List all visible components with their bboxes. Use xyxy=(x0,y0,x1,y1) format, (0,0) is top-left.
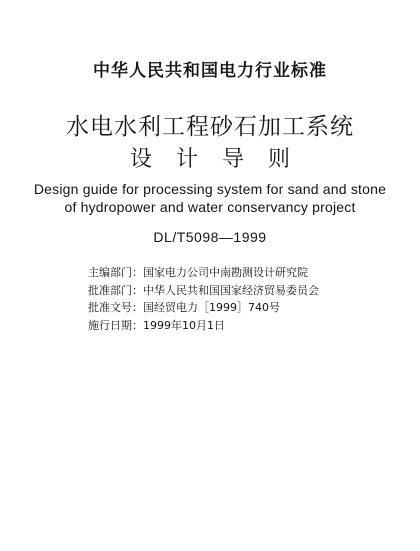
info-value: 国家电力公司中南勘测设计研究院 xyxy=(143,266,308,279)
info-row-approver xyxy=(88,282,408,300)
standard-code: DL/T5098—1999 xyxy=(153,229,267,245)
title-chinese-subtitle: 设计导则 xyxy=(129,147,314,172)
publication-info xyxy=(88,264,408,334)
info-label: 主编部门： xyxy=(88,266,143,279)
info-value: 1999年10月1日 xyxy=(143,318,225,332)
info-value: 国经贸电力［1999］740号 xyxy=(143,301,280,314)
info-row-editor xyxy=(88,264,408,282)
info-row-approval-number xyxy=(88,299,408,317)
title-english-line-1: Design guide for processing system for sand and stone xyxy=(33,181,387,197)
standard-category-line: 中华人民共和国电力行业标准 xyxy=(93,61,327,81)
title-chinese: 水电水利工程砂石加工系统 xyxy=(66,114,354,140)
info-value: 中华人民共和国国家经济贸易委员会 xyxy=(143,283,319,297)
info-label: 批准文号： xyxy=(88,301,143,314)
info-label: 批准部门： xyxy=(88,283,143,297)
info-label: 施行日期： xyxy=(88,318,143,332)
title-english xyxy=(0,180,420,216)
info-row-effective-date xyxy=(88,317,408,335)
title-english-line-2: of hydropower and water conservancy project xyxy=(64,199,356,215)
